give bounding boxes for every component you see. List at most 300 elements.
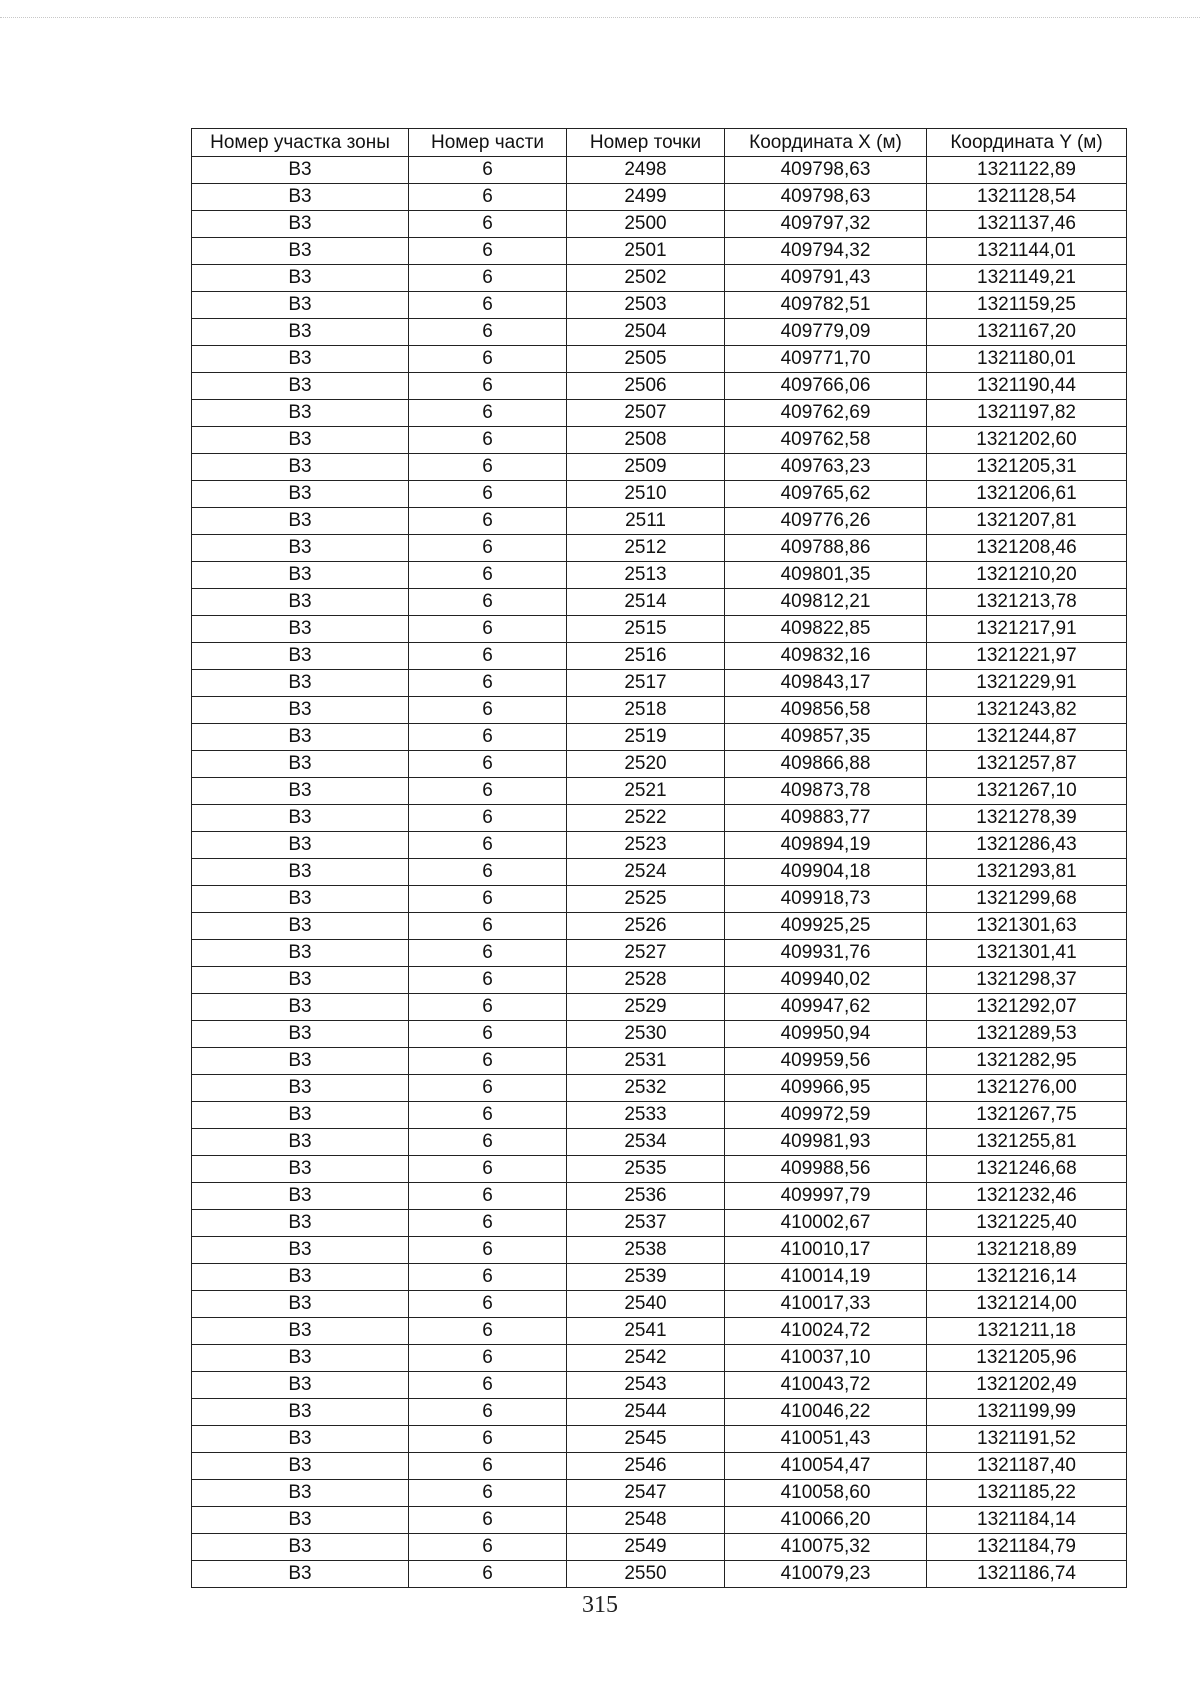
cell-zone-section: В3 <box>192 1561 409 1588</box>
cell-point-number: 2536 <box>567 1183 725 1210</box>
cell-coordinate-y: 1321202,49 <box>927 1372 1127 1399</box>
cell-coordinate-x: 409812,21 <box>725 589 927 616</box>
cell-part-number: 6 <box>409 1021 567 1048</box>
table-row <box>192 346 1127 373</box>
cell-coordinate-x: 410051,43 <box>725 1426 927 1453</box>
cell-point-number: 2499 <box>567 184 725 211</box>
table-row <box>192 1345 1127 1372</box>
table-row <box>192 265 1127 292</box>
cell-point-number: 2524 <box>567 859 725 886</box>
cell-coordinate-x: 409776,26 <box>725 508 927 535</box>
cell-point-number: 2515 <box>567 616 725 643</box>
cell-coordinate-x: 409873,78 <box>725 778 927 805</box>
cell-coordinate-y: 1321207,81 <box>927 508 1127 535</box>
cell-zone-section: В3 <box>192 454 409 481</box>
cell-point-number: 2531 <box>567 1048 725 1075</box>
table-row <box>192 859 1127 886</box>
cell-coordinate-y: 1321128,54 <box>927 184 1127 211</box>
cell-coordinate-y: 1321159,25 <box>927 292 1127 319</box>
table-row <box>192 481 1127 508</box>
table-header <box>192 129 1127 157</box>
cell-coordinate-y: 1321276,00 <box>927 1075 1127 1102</box>
cell-part-number: 6 <box>409 1426 567 1453</box>
cell-coordinate-y: 1321216,14 <box>927 1264 1127 1291</box>
cell-point-number: 2544 <box>567 1399 725 1426</box>
table-row <box>192 319 1127 346</box>
table-row <box>192 589 1127 616</box>
cell-coordinate-y: 1321218,89 <box>927 1237 1127 1264</box>
table-row <box>192 1264 1127 1291</box>
cell-point-number: 2533 <box>567 1102 725 1129</box>
cell-coordinate-y: 1321282,95 <box>927 1048 1127 1075</box>
cell-zone-section: В3 <box>192 427 409 454</box>
cell-part-number: 6 <box>409 643 567 670</box>
table-row <box>192 454 1127 481</box>
cell-part-number: 6 <box>409 400 567 427</box>
table-row <box>192 184 1127 211</box>
table-row <box>192 211 1127 238</box>
table-row <box>192 1156 1127 1183</box>
cell-coordinate-y: 1321205,96 <box>927 1345 1127 1372</box>
cell-point-number: 2509 <box>567 454 725 481</box>
cell-part-number: 6 <box>409 319 567 346</box>
cell-coordinate-y: 1321293,81 <box>927 859 1127 886</box>
table-row <box>192 805 1127 832</box>
cell-part-number: 6 <box>409 481 567 508</box>
cell-zone-section: В3 <box>192 373 409 400</box>
cell-zone-section: В3 <box>192 859 409 886</box>
cell-coordinate-y: 1321210,20 <box>927 562 1127 589</box>
cell-coordinate-y: 1321278,39 <box>927 805 1127 832</box>
cell-point-number: 2508 <box>567 427 725 454</box>
cell-coordinate-x: 409801,35 <box>725 562 927 589</box>
cell-coordinate-x: 409931,76 <box>725 940 927 967</box>
cell-part-number: 6 <box>409 940 567 967</box>
cell-coordinate-x: 410024,72 <box>725 1318 927 1345</box>
cell-point-number: 2537 <box>567 1210 725 1237</box>
cell-coordinate-y: 1321255,81 <box>927 1129 1127 1156</box>
cell-point-number: 2504 <box>567 319 725 346</box>
cell-zone-section: В3 <box>192 400 409 427</box>
table-row <box>192 778 1127 805</box>
table-row <box>192 1561 1127 1588</box>
cell-zone-section: В3 <box>192 1291 409 1318</box>
cell-part-number: 6 <box>409 562 567 589</box>
cell-zone-section: В3 <box>192 724 409 751</box>
cell-point-number: 2506 <box>567 373 725 400</box>
cell-coordinate-x: 409866,88 <box>725 751 927 778</box>
cell-zone-section: В3 <box>192 265 409 292</box>
table-row <box>192 157 1127 184</box>
cell-point-number: 2526 <box>567 913 725 940</box>
table-row <box>192 1291 1127 1318</box>
cell-part-number: 6 <box>409 589 567 616</box>
cell-part-number: 6 <box>409 1129 567 1156</box>
cell-zone-section: В3 <box>192 1129 409 1156</box>
header-coordinate-x: Координата X (м) <box>725 129 927 157</box>
cell-coordinate-y: 1321206,61 <box>927 481 1127 508</box>
cell-coordinate-y: 1321191,52 <box>927 1426 1127 1453</box>
cell-coordinate-x: 410066,20 <box>725 1507 927 1534</box>
cell-part-number: 6 <box>409 724 567 751</box>
cell-coordinate-y: 1321190,44 <box>927 373 1127 400</box>
cell-coordinate-x: 409981,93 <box>725 1129 927 1156</box>
cell-zone-section: В3 <box>192 1102 409 1129</box>
cell-part-number: 6 <box>409 994 567 1021</box>
cell-zone-section: В3 <box>192 1372 409 1399</box>
cell-point-number: 2507 <box>567 400 725 427</box>
cell-point-number: 2527 <box>567 940 725 967</box>
cell-part-number: 6 <box>409 238 567 265</box>
cell-zone-section: В3 <box>192 832 409 859</box>
cell-coordinate-y: 1321167,20 <box>927 319 1127 346</box>
cell-point-number: 2534 <box>567 1129 725 1156</box>
cell-point-number: 2516 <box>567 643 725 670</box>
cell-part-number: 6 <box>409 1399 567 1426</box>
cell-coordinate-y: 1321229,91 <box>927 670 1127 697</box>
table-row <box>192 967 1127 994</box>
table-row <box>192 832 1127 859</box>
cell-part-number: 6 <box>409 535 567 562</box>
cell-zone-section: В3 <box>192 994 409 1021</box>
cell-zone-section: В3 <box>192 1183 409 1210</box>
cell-coordinate-y: 1321122,89 <box>927 157 1127 184</box>
cell-point-number: 2535 <box>567 1156 725 1183</box>
cell-coordinate-x: 409791,43 <box>725 265 927 292</box>
cell-zone-section: В3 <box>192 1048 409 1075</box>
cell-coordinate-y: 1321298,37 <box>927 967 1127 994</box>
cell-coordinate-x: 409798,63 <box>725 184 927 211</box>
table-row <box>192 1102 1127 1129</box>
cell-zone-section: В3 <box>192 967 409 994</box>
cell-zone-section: В3 <box>192 1156 409 1183</box>
cell-zone-section: В3 <box>192 670 409 697</box>
cell-point-number: 2538 <box>567 1237 725 1264</box>
cell-zone-section: В3 <box>192 1264 409 1291</box>
table-row <box>192 1183 1127 1210</box>
table-body <box>192 157 1127 1588</box>
cell-point-number: 2541 <box>567 1318 725 1345</box>
cell-part-number: 6 <box>409 157 567 184</box>
cell-coordinate-x: 409997,79 <box>725 1183 927 1210</box>
cell-part-number: 6 <box>409 211 567 238</box>
coordinates-table <box>191 128 1127 1588</box>
cell-point-number: 2512 <box>567 535 725 562</box>
cell-coordinate-y: 1321244,87 <box>927 724 1127 751</box>
cell-point-number: 2543 <box>567 1372 725 1399</box>
cell-coordinate-y: 1321232,46 <box>927 1183 1127 1210</box>
cell-coordinate-x: 409950,94 <box>725 1021 927 1048</box>
cell-coordinate-x: 409782,51 <box>725 292 927 319</box>
cell-part-number: 6 <box>409 1318 567 1345</box>
cell-coordinate-x: 410046,22 <box>725 1399 927 1426</box>
cell-zone-section: В3 <box>192 1237 409 1264</box>
cell-coordinate-x: 409988,56 <box>725 1156 927 1183</box>
table-row <box>192 1399 1127 1426</box>
table-row <box>192 292 1127 319</box>
cell-coordinate-x: 409843,17 <box>725 670 927 697</box>
cell-point-number: 2505 <box>567 346 725 373</box>
table-row <box>192 1480 1127 1507</box>
table-row <box>192 1021 1127 1048</box>
cell-coordinate-y: 1321197,82 <box>927 400 1127 427</box>
cell-point-number: 2518 <box>567 697 725 724</box>
cell-coordinate-y: 1321149,21 <box>927 265 1127 292</box>
cell-coordinate-x: 409762,58 <box>725 427 927 454</box>
table-row <box>192 1075 1127 1102</box>
cell-point-number: 2503 <box>567 292 725 319</box>
cell-zone-section: В3 <box>192 1318 409 1345</box>
cell-coordinate-y: 1321301,41 <box>927 940 1127 967</box>
cell-zone-section: В3 <box>192 1345 409 1372</box>
cell-part-number: 6 <box>409 859 567 886</box>
cell-coordinate-x: 410054,47 <box>725 1453 927 1480</box>
table-row <box>192 535 1127 562</box>
table-row <box>192 643 1127 670</box>
cell-part-number: 6 <box>409 778 567 805</box>
cell-point-number: 2521 <box>567 778 725 805</box>
cell-zone-section: В3 <box>192 778 409 805</box>
cell-zone-section: В3 <box>192 751 409 778</box>
cell-part-number: 6 <box>409 508 567 535</box>
header-zone-section-number: Номер участка зоны <box>192 129 409 157</box>
cell-point-number: 2540 <box>567 1291 725 1318</box>
cell-coordinate-x: 409947,62 <box>725 994 927 1021</box>
cell-coordinate-x: 409925,25 <box>725 913 927 940</box>
cell-coordinate-x: 410075,32 <box>725 1534 927 1561</box>
table-row <box>192 616 1127 643</box>
cell-coordinate-x: 409904,18 <box>725 859 927 886</box>
cell-point-number: 2500 <box>567 211 725 238</box>
cell-part-number: 6 <box>409 1264 567 1291</box>
cell-coordinate-x: 409763,23 <box>725 454 927 481</box>
cell-point-number: 2502 <box>567 265 725 292</box>
cell-coordinate-x: 410079,23 <box>725 1561 927 1588</box>
cell-part-number: 6 <box>409 751 567 778</box>
table-row <box>192 1507 1127 1534</box>
cell-coordinate-x: 410037,10 <box>725 1345 927 1372</box>
cell-part-number: 6 <box>409 697 567 724</box>
cell-coordinate-y: 1321199,99 <box>927 1399 1127 1426</box>
cell-point-number: 2532 <box>567 1075 725 1102</box>
cell-point-number: 2513 <box>567 562 725 589</box>
cell-coordinate-y: 1321267,10 <box>927 778 1127 805</box>
cell-part-number: 6 <box>409 1210 567 1237</box>
cell-coordinate-y: 1321301,63 <box>927 913 1127 940</box>
cell-point-number: 2539 <box>567 1264 725 1291</box>
cell-coordinate-y: 1321267,75 <box>927 1102 1127 1129</box>
cell-point-number: 2511 <box>567 508 725 535</box>
table-row <box>192 373 1127 400</box>
cell-zone-section: В3 <box>192 292 409 319</box>
cell-coordinate-x: 410014,19 <box>725 1264 927 1291</box>
cell-coordinate-y: 1321211,18 <box>927 1318 1127 1345</box>
cell-coordinate-y: 1321214,00 <box>927 1291 1127 1318</box>
cell-coordinate-x: 409798,63 <box>725 157 927 184</box>
cell-coordinate-x: 409762,69 <box>725 400 927 427</box>
cell-coordinate-y: 1321243,82 <box>927 697 1127 724</box>
table-row <box>192 1372 1127 1399</box>
cell-part-number: 6 <box>409 1507 567 1534</box>
cell-zone-section: В3 <box>192 1480 409 1507</box>
cell-coordinate-y: 1321187,40 <box>927 1453 1127 1480</box>
cell-part-number: 6 <box>409 292 567 319</box>
table-row <box>192 1318 1127 1345</box>
cell-coordinate-y: 1321257,87 <box>927 751 1127 778</box>
cell-coordinate-x: 409788,86 <box>725 535 927 562</box>
cell-part-number: 6 <box>409 1561 567 1588</box>
cell-part-number: 6 <box>409 1345 567 1372</box>
cell-part-number: 6 <box>409 346 567 373</box>
cell-coordinate-y: 1321246,68 <box>927 1156 1127 1183</box>
cell-point-number: 2519 <box>567 724 725 751</box>
cell-coordinate-x: 410002,67 <box>725 1210 927 1237</box>
cell-part-number: 6 <box>409 1183 567 1210</box>
cell-coordinate-y: 1321180,01 <box>927 346 1127 373</box>
cell-coordinate-x: 409771,70 <box>725 346 927 373</box>
cell-coordinate-x: 409959,56 <box>725 1048 927 1075</box>
cell-coordinate-y: 1321185,22 <box>927 1480 1127 1507</box>
cell-part-number: 6 <box>409 1156 567 1183</box>
cell-part-number: 6 <box>409 805 567 832</box>
cell-point-number: 2523 <box>567 832 725 859</box>
cell-point-number: 2547 <box>567 1480 725 1507</box>
cell-zone-section: В3 <box>192 535 409 562</box>
cell-coordinate-x: 409940,02 <box>725 967 927 994</box>
header-coordinate-y: Координата Y (м) <box>927 129 1127 157</box>
table-row <box>192 1237 1127 1264</box>
cell-coordinate-x: 409794,32 <box>725 238 927 265</box>
cell-part-number: 6 <box>409 373 567 400</box>
cell-zone-section: В3 <box>192 157 409 184</box>
cell-coordinate-x: 409765,62 <box>725 481 927 508</box>
cell-zone-section: В3 <box>192 1075 409 1102</box>
table-row <box>192 1048 1127 1075</box>
cell-coordinate-y: 1321202,60 <box>927 427 1127 454</box>
cell-coordinate-y: 1321221,97 <box>927 643 1127 670</box>
table-row <box>192 913 1127 940</box>
cell-zone-section: В3 <box>192 1210 409 1237</box>
cell-coordinate-x: 409779,09 <box>725 319 927 346</box>
cell-coordinate-y: 1321299,68 <box>927 886 1127 913</box>
cell-point-number: 2501 <box>567 238 725 265</box>
cell-part-number: 6 <box>409 1048 567 1075</box>
cell-zone-section: В3 <box>192 805 409 832</box>
cell-zone-section: В3 <box>192 346 409 373</box>
cell-part-number: 6 <box>409 1534 567 1561</box>
cell-part-number: 6 <box>409 265 567 292</box>
cell-point-number: 2514 <box>567 589 725 616</box>
cell-coordinate-y: 1321286,43 <box>927 832 1127 859</box>
cell-coordinate-y: 1321213,78 <box>927 589 1127 616</box>
cell-part-number: 6 <box>409 184 567 211</box>
cell-coordinate-y: 1321205,31 <box>927 454 1127 481</box>
cell-coordinate-x: 409972,59 <box>725 1102 927 1129</box>
table-row <box>192 508 1127 535</box>
cell-coordinate-y: 1321208,46 <box>927 535 1127 562</box>
cell-zone-section: В3 <box>192 1021 409 1048</box>
cell-coordinate-x: 409797,32 <box>725 211 927 238</box>
cell-zone-section: В3 <box>192 1534 409 1561</box>
cell-part-number: 6 <box>409 427 567 454</box>
cell-coordinate-y: 1321225,40 <box>927 1210 1127 1237</box>
cell-point-number: 2542 <box>567 1345 725 1372</box>
header-row <box>192 129 1127 157</box>
cell-zone-section: В3 <box>192 184 409 211</box>
cell-point-number: 2549 <box>567 1534 725 1561</box>
cell-part-number: 6 <box>409 454 567 481</box>
page-top-rule <box>0 17 1200 18</box>
cell-point-number: 2528 <box>567 967 725 994</box>
table-row <box>192 1534 1127 1561</box>
cell-zone-section: В3 <box>192 1399 409 1426</box>
cell-zone-section: В3 <box>192 562 409 589</box>
cell-part-number: 6 <box>409 913 567 940</box>
table-row <box>192 751 1127 778</box>
table-row <box>192 1426 1127 1453</box>
cell-zone-section: В3 <box>192 940 409 967</box>
cell-zone-section: В3 <box>192 616 409 643</box>
header-part-number: Номер части <box>409 129 567 157</box>
cell-point-number: 2525 <box>567 886 725 913</box>
cell-point-number: 2520 <box>567 751 725 778</box>
cell-point-number: 2545 <box>567 1426 725 1453</box>
header-point-number: Номер точки <box>567 129 725 157</box>
table-row <box>192 400 1127 427</box>
cell-coordinate-x: 409966,95 <box>725 1075 927 1102</box>
cell-point-number: 2498 <box>567 157 725 184</box>
table-row <box>192 724 1127 751</box>
cell-part-number: 6 <box>409 1372 567 1399</box>
cell-coordinate-x: 409894,19 <box>725 832 927 859</box>
cell-zone-section: В3 <box>192 508 409 535</box>
cell-part-number: 6 <box>409 886 567 913</box>
cell-zone-section: В3 <box>192 319 409 346</box>
cell-coordinate-y: 1321184,14 <box>927 1507 1127 1534</box>
cell-zone-section: В3 <box>192 1426 409 1453</box>
cell-coordinate-x: 409832,16 <box>725 643 927 670</box>
cell-part-number: 6 <box>409 670 567 697</box>
cell-coordinate-x: 410017,33 <box>725 1291 927 1318</box>
cell-point-number: 2510 <box>567 481 725 508</box>
cell-part-number: 6 <box>409 1480 567 1507</box>
table-row <box>192 940 1127 967</box>
table-row <box>192 994 1127 1021</box>
cell-zone-section: В3 <box>192 697 409 724</box>
cell-zone-section: В3 <box>192 1507 409 1534</box>
cell-coordinate-y: 1321184,79 <box>927 1534 1127 1561</box>
table-row <box>192 427 1127 454</box>
cell-coordinate-x: 410058,60 <box>725 1480 927 1507</box>
cell-coordinate-y: 1321217,91 <box>927 616 1127 643</box>
cell-coordinate-y: 1321144,01 <box>927 238 1127 265</box>
cell-part-number: 6 <box>409 616 567 643</box>
cell-coordinate-y: 1321186,74 <box>927 1561 1127 1588</box>
table-row <box>192 1210 1127 1237</box>
cell-coordinate-x: 410043,72 <box>725 1372 927 1399</box>
cell-part-number: 6 <box>409 967 567 994</box>
cell-point-number: 2548 <box>567 1507 725 1534</box>
cell-coordinate-x: 409766,06 <box>725 373 927 400</box>
cell-part-number: 6 <box>409 1291 567 1318</box>
page-number: 315 <box>582 1592 618 1618</box>
cell-coordinate-x: 409822,85 <box>725 616 927 643</box>
cell-point-number: 2517 <box>567 670 725 697</box>
cell-zone-section: В3 <box>192 238 409 265</box>
cell-coordinate-y: 1321289,53 <box>927 1021 1127 1048</box>
cell-point-number: 2529 <box>567 994 725 1021</box>
cell-coordinate-x: 409857,35 <box>725 724 927 751</box>
